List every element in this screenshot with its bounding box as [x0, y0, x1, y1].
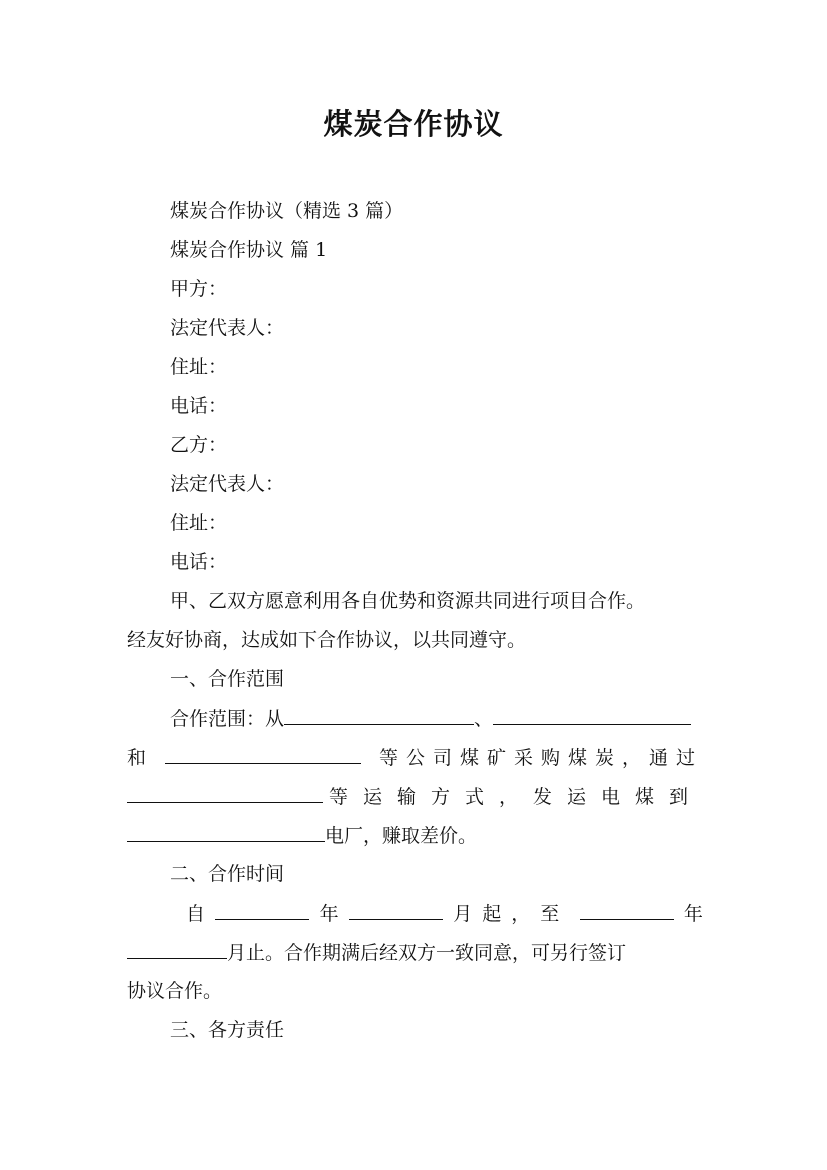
scope-text-and: 和: [127, 747, 147, 769]
blank-field[interactable]: [165, 745, 361, 764]
scope-separator: 、: [474, 708, 494, 730]
blank-field[interactable]: [215, 901, 309, 920]
scope-line-3: [127, 784, 703, 809]
time-text-month-until: 月起，至: [453, 903, 570, 925]
scope-text-from: 合作范围：从: [170, 708, 285, 730]
time-text-year: 年: [319, 903, 339, 925]
time-text-end: 月止。合作期满后经双方一致同意，可另行签订: [227, 942, 627, 964]
time-line-1: [186, 901, 703, 926]
section-heading-time: 二、合作时间: [170, 863, 285, 885]
section-heading-responsibilities: 三、各方责任: [170, 1019, 285, 1041]
blank-field[interactable]: [493, 706, 691, 725]
party-a-address: 住址：: [170, 356, 228, 378]
blank-field[interactable]: [580, 901, 674, 920]
time-text-year-2: 年: [683, 903, 703, 925]
blank-field[interactable]: [127, 823, 325, 842]
scope-text-transport: 等运输方式，发运电煤到: [328, 786, 703, 808]
blank-field[interactable]: [127, 940, 227, 959]
blank-field[interactable]: [284, 706, 474, 725]
paragraph-subtitle: 煤炭合作协议（精选 3 篇）: [170, 200, 404, 222]
party-b-representative: 法定代表人：: [170, 473, 285, 495]
party-b-phone: 电话：: [170, 551, 228, 573]
intro-paragraph-line-2: 经友好协商，达成如下合作协议，以共同遵守。: [127, 629, 527, 651]
blank-field[interactable]: [127, 784, 323, 803]
blank-field[interactable]: [349, 901, 443, 920]
scope-line-4: [127, 823, 703, 848]
party-a-label: 甲方：: [170, 278, 228, 300]
time-line-3: 协议合作。: [127, 980, 223, 1002]
time-text-from: 自: [186, 903, 206, 925]
document-title: 煤炭合作协议: [323, 107, 504, 141]
party-a-phone: 电话：: [170, 395, 228, 417]
scope-text-plant: 电厂，赚取差价。: [325, 825, 478, 847]
scope-line-1: [170, 706, 703, 731]
scope-text-purchase: 等公司煤矿采购煤炭，通过: [378, 747, 703, 769]
intro-paragraph-line-1: [170, 589, 703, 613]
party-a-representative: 法定代表人：: [170, 317, 285, 339]
paragraph-section-title: 煤炭合作协议 篇 1: [170, 239, 328, 261]
party-b-address: 住址：: [170, 512, 228, 534]
time-line-2: [127, 940, 703, 965]
scope-line-2: [127, 745, 703, 770]
party-b-label: 乙方：: [170, 434, 228, 456]
section-heading-scope: 一、合作范围: [170, 668, 285, 690]
intro-text-1: 甲、乙双方愿意利用各自优势和资源共同进行项目合作。: [170, 590, 646, 612]
